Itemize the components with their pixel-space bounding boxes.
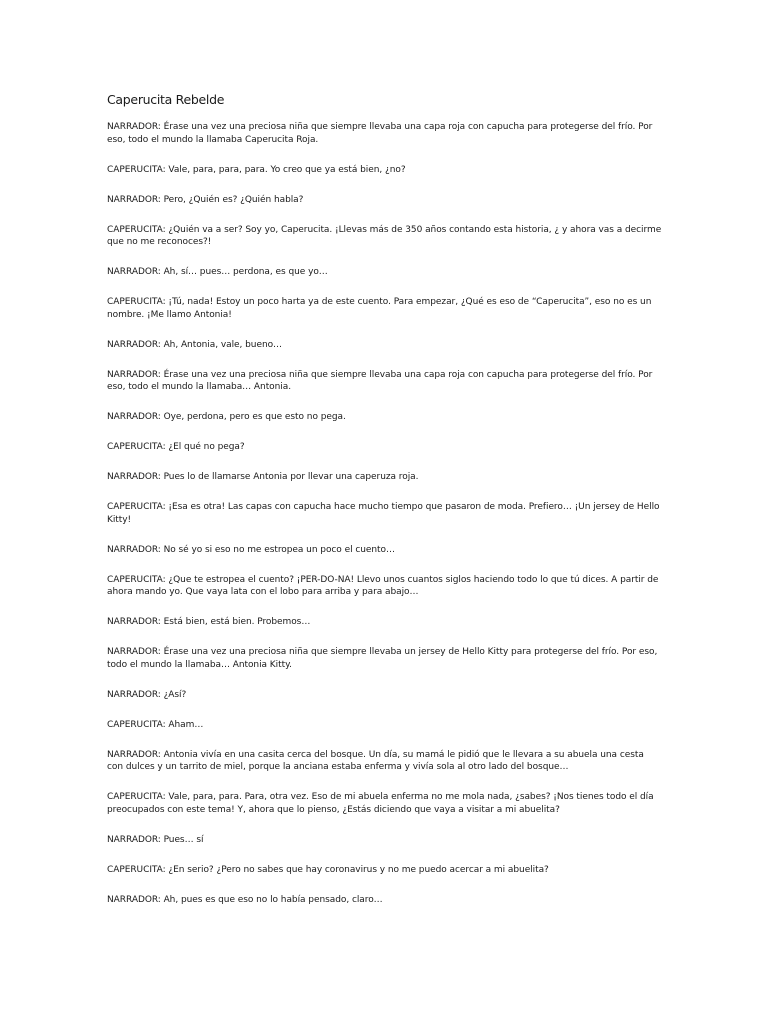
dialogue-line: NARRADOR: Oye, perdona, pero es que esto no pega. xyxy=(107,412,346,423)
dialogue-line: CAPERUCITA: Vale, para, para. Para, otra vez. Eso de mi abuela enferma no me mola nada, ¿sabes? ¡Nos tienes todo el día preocupados con este tema! Y, ahora que lo pienso, ¿Estás diciendo que vaya a visitar a mi abuelita? xyxy=(107,792,654,816)
dialogue-line: NARRADOR: Pero, ¿Quién es? ¿Quién habla? xyxy=(107,194,304,205)
dialogue-line: NARRADOR: Pues lo de llamarse Antonia por llevar una caperuza roja. xyxy=(107,472,419,483)
dialogue-line: NARRADOR: Está bien, está bien. Probemos… xyxy=(107,617,311,628)
dialogue-line: NARRADOR: ¿Así? xyxy=(107,689,187,700)
dialogue-line: NARRADOR: Pues… sí xyxy=(107,835,204,846)
dialogue-line: CAPERUCITA: ¡Esa es otra! Las capas con capucha hace mucho tiempo que pasaron de moda. Prefiero… ¡Un jersey de Hello Kitty! xyxy=(107,502,660,525)
dialogue-line: NARRADOR: Ah, Antonia, vale, bueno… xyxy=(107,339,283,350)
dialogue-line: CAPERUCITA: ¿Que te estropea el cuento? ¡PER-DO-NA! Llevo unos cuantos siglos haciendo todo lo que tú dices. A partir de ahora mando yo. Que vaya lata con el lobo para arriba y para abajo… xyxy=(107,574,659,598)
dialogue-line: CAPERUCITA: ¿El qué no pega? xyxy=(107,442,245,453)
document-page xyxy=(107,92,662,924)
dialogue-line: CAPERUCITA: ¡Tú, nada! Estoy un poco harta ya de este cuento. Para empezar, ¿Qué es eso de “Caperucita”, eso no es un nombre. ¡Me llamo Antonia! xyxy=(107,297,652,320)
dialogue-line: NARRADOR: Érase una vez una preciosa niña que siempre llevaba una capa roja con capucha para protegerse del frío. Por eso, todo el mundo la llamaba… Antonia. xyxy=(107,369,653,393)
dialogue-line: CAPERUCITA: Vale, para, para, para. Yo creo que ya está bien, ¿no? xyxy=(107,164,406,175)
dialogue-line: NARRADOR: Érase una vez una preciosa niña que siempre llevaba una capa roja con capucha para protegerse del frío. Por eso, todo el mundo la llamaba Caperucita Roja. xyxy=(107,122,653,145)
dialogue-line: NARRADOR: Antonia vivía en una casita cerca del bosque. Un día, su mamá le pidió que le llevara a su abuela una cesta con dulces y un tarrito de miel, porque la anciana estaba enferma y vivía sola al otro lado del bosque… xyxy=(107,749,644,773)
dialogue-line: NARRADOR: Ah, sí… pues… perdona, es que yo… xyxy=(107,267,328,278)
dialogue-line: CAPERUCITA: ¿En serio? ¿Pero no sabes que hay coronavirus y no me puedo acercar a mi abuelita? xyxy=(107,865,549,876)
dialogue-line: CAPERUCITA: Aham… xyxy=(107,719,204,730)
dialogue-line: NARRADOR: Érase una vez una preciosa niña que siempre llevaba un jersey de Hello Kitty para protegerse del frío. Por eso, todo el mundo la llamaba… Antonia Kitty. xyxy=(107,647,658,670)
dialogue-line: CAPERUCITA: ¿Quién va a ser? Soy yo, Caperucita. ¡Llevas más de 350 años contando esta historia, ¿ y ahora vas a decirme que no me reconoces?! xyxy=(107,224,662,248)
document-title: Caperucita Rebelde xyxy=(107,92,225,107)
dialogue-line: NARRADOR: Ah, pues es que eso no lo había pensado, claro… xyxy=(107,895,383,905)
dialogue-line: NARRADOR: No sé yo si eso no me estropea un poco el cuento… xyxy=(107,544,395,555)
